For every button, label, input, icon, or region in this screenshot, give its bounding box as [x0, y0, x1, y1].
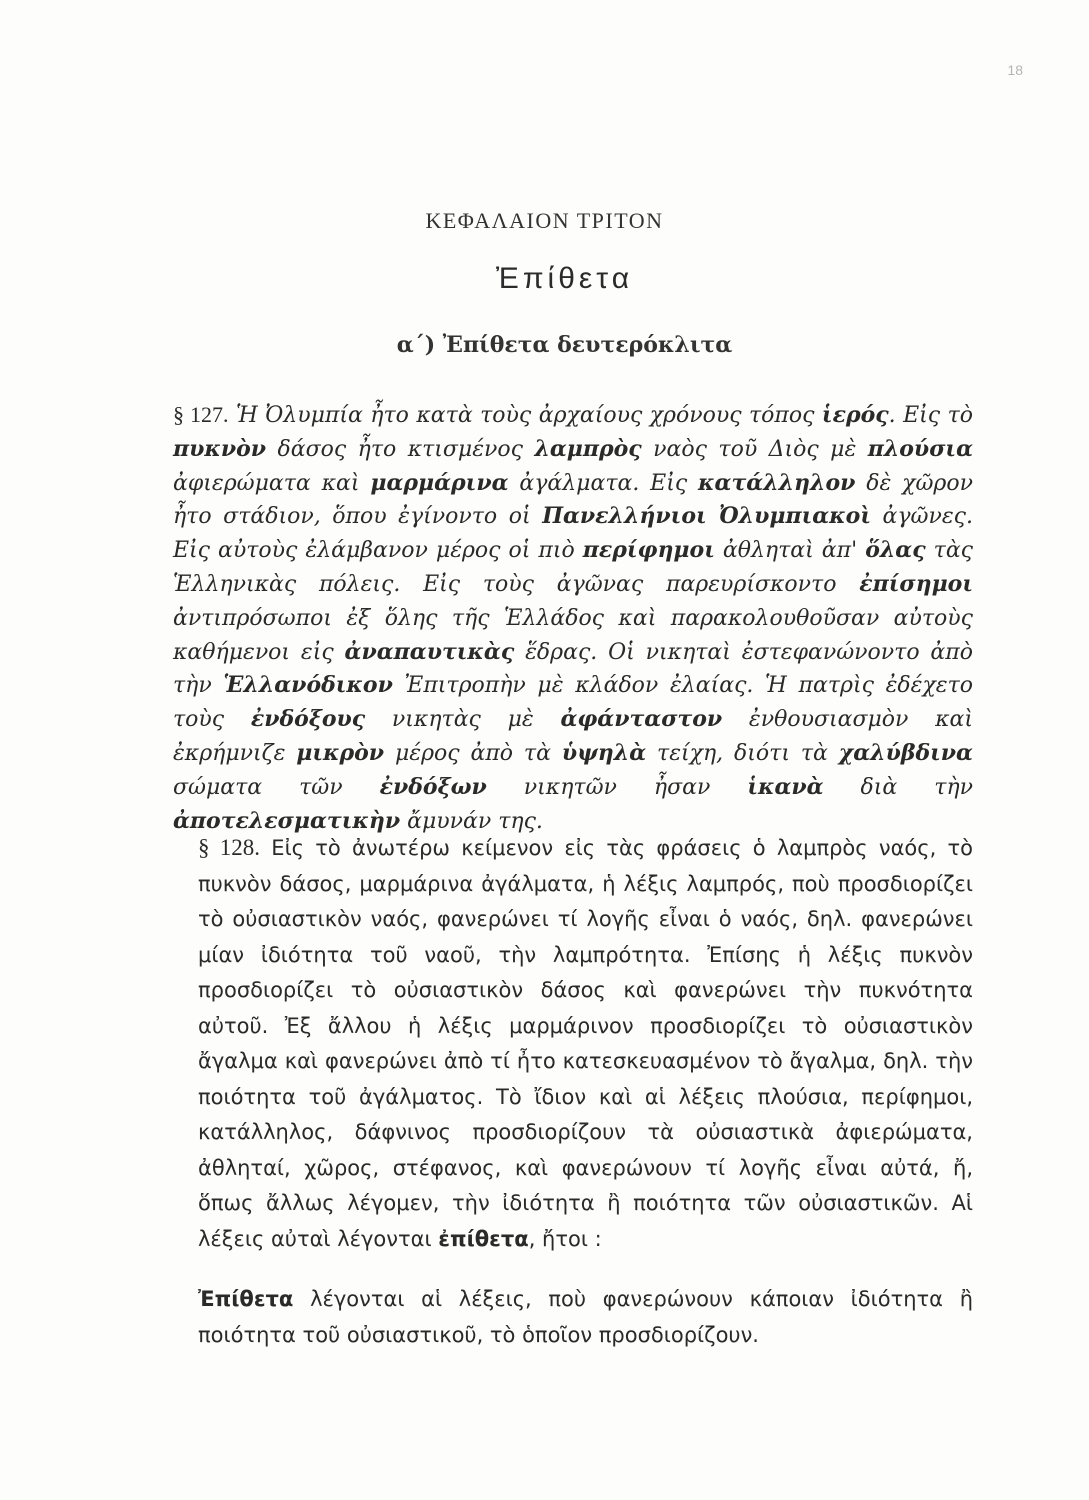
section-subtitle: α΄) Ἐπίθετα δευτερόκλιτα [396, 332, 733, 358]
section-number: § 127. [173, 402, 229, 427]
section-number: § 128. [198, 835, 261, 860]
definition-text: λέγονται αἱ λέξεις, ποὺ φανερώνουν κάποιαν ἰδιότητα ἢ ποιότητα τοῦ οὐσιαστικοῦ, τὸ ὁποῖον προσδιορίζουν. [198, 1287, 973, 1347]
definition-term: Ἐπίθετα [198, 1287, 294, 1311]
page-number: 18 [1007, 62, 1023, 78]
paragraph-127: § 127. Ἡ Ὀλυμπία ἦτο κατὰ τοὺς ἀρχαίους χρόνους τόπος ἱερός. Εἰς τὸ πυκνὸν δάσος ἦτο κτισμένος λαμπρὸς ναὸς τοῦ Διὸς μὲ πλούσια ἀφιερώματα καὶ μαρμάρινα ἀγάλματα. Εἰς κατάλληλον δὲ χῶρον ἦτο στάδιον, ὅπου ἐγίνοντο οἱ Πανελλήνιοι Ὀλυμπιακοὶ ἀγῶνες. Εἰς αὐτοὺς ἐλάμβανον μέρος οἱ πιὸ περίφημοι ἀθληταὶ ἀπ' ὅλας τὰς Ἑλληνικὰς πόλεις. Εἰς τοὺς ἀγῶνας παρευρίσκοντο ἐπίσημοι ἀντιπρόσωποι ἐξ ὅλης τῆς Ἑλλάδος καὶ παρακολουθοῦσαν αὐτοὺς καθήμενοι εἰς ἀναπαυτικὰς ἕδρας. Οἱ νικηταὶ ἐστεφανώνοντο ἀπὸ τὴν Ἑλλανόδικον Ἐπιτροπὴν μὲ κλάδον ἐλαίας. Ἡ πατρὶς ἐδέχετο τοὺς ἐνδόξους νικητὰς μὲ ἀφάνταστον ἐνθουσιασμὸν καὶ ἐκρήμνιζε μικρὸν μέρος ἀπὸ τὰ ὑψηλὰ τείχη, διότι τὰ χαλύβδινα σώματα τῶν ἐνδόξων νικητῶν ἦσαν ἱκανὰ διὰ τὴν ἀποτελεσματικὴν ἄμυνάν της. [173, 402, 974, 834]
chapter-label: ΚΕΦΑΛΑΙΟΝ ΤΡΙΤΟΝ [425, 208, 664, 233]
paragraph-128: § 128. Εἰς τὸ ἀνωτέρω κείμενον εἰς τὰς φράσεις ὁ λαμπρὸς ναός, τὸ πυκνὸν δάσος, μαρμάρινα ἀγάλματα, ἡ λέξις λαμπρός, ποὺ προσδιορίζει τὸ οὐσιαστικὸν ναός, φανερώνει τί λογῆς εἶναι ὁ ναός, δηλ. φανερώνει μίαν ἰδιότητα τοῦ ναοῦ, τὴν λαμπρότητα. Ἐπίσης ἡ λέξις πυκνὸν προσδιορίζει τὸ οὐσιαστικὸν δάσος καὶ φανερώνει τὴν πυκνότητα αὐτοῦ. Ἐξ ἄλλου ἡ λέξις μαρμάρινον προσδιορίζει τὸ οὐσιαστικὸν ἄγαλμα καὶ φανερώνει ἀπὸ τί ἦτο κατεσκευασμένον τὸ ἄγαλμα, δηλ. τὴν ποιότητα τοῦ ἀγάλματος. Τὸ ἴδιον καὶ αἱ λέξεις πλούσια, περίφημοι, κατάλληλος, δάφνινος προσδιορίζουν τὰ οὐσιαστικὰ ἀφιερώματα, ἀθληταί, χῶρος, στέφανος, καὶ φανερώνουν τί λογῆς εἶναι αὐτά, ἤ, ὅπως ἄλλως λέγομεν, τὴν ἰδιότητα ἢ ποιότητα τῶν οὐσιαστικῶν. Αἱ λέξεις αὐταὶ λέγονται ἐπίθετα, ἤτοι : [198, 835, 973, 1251]
definition-paragraph [138, 1282, 973, 1353]
page-title: Ἐπίθετα [495, 262, 634, 295]
